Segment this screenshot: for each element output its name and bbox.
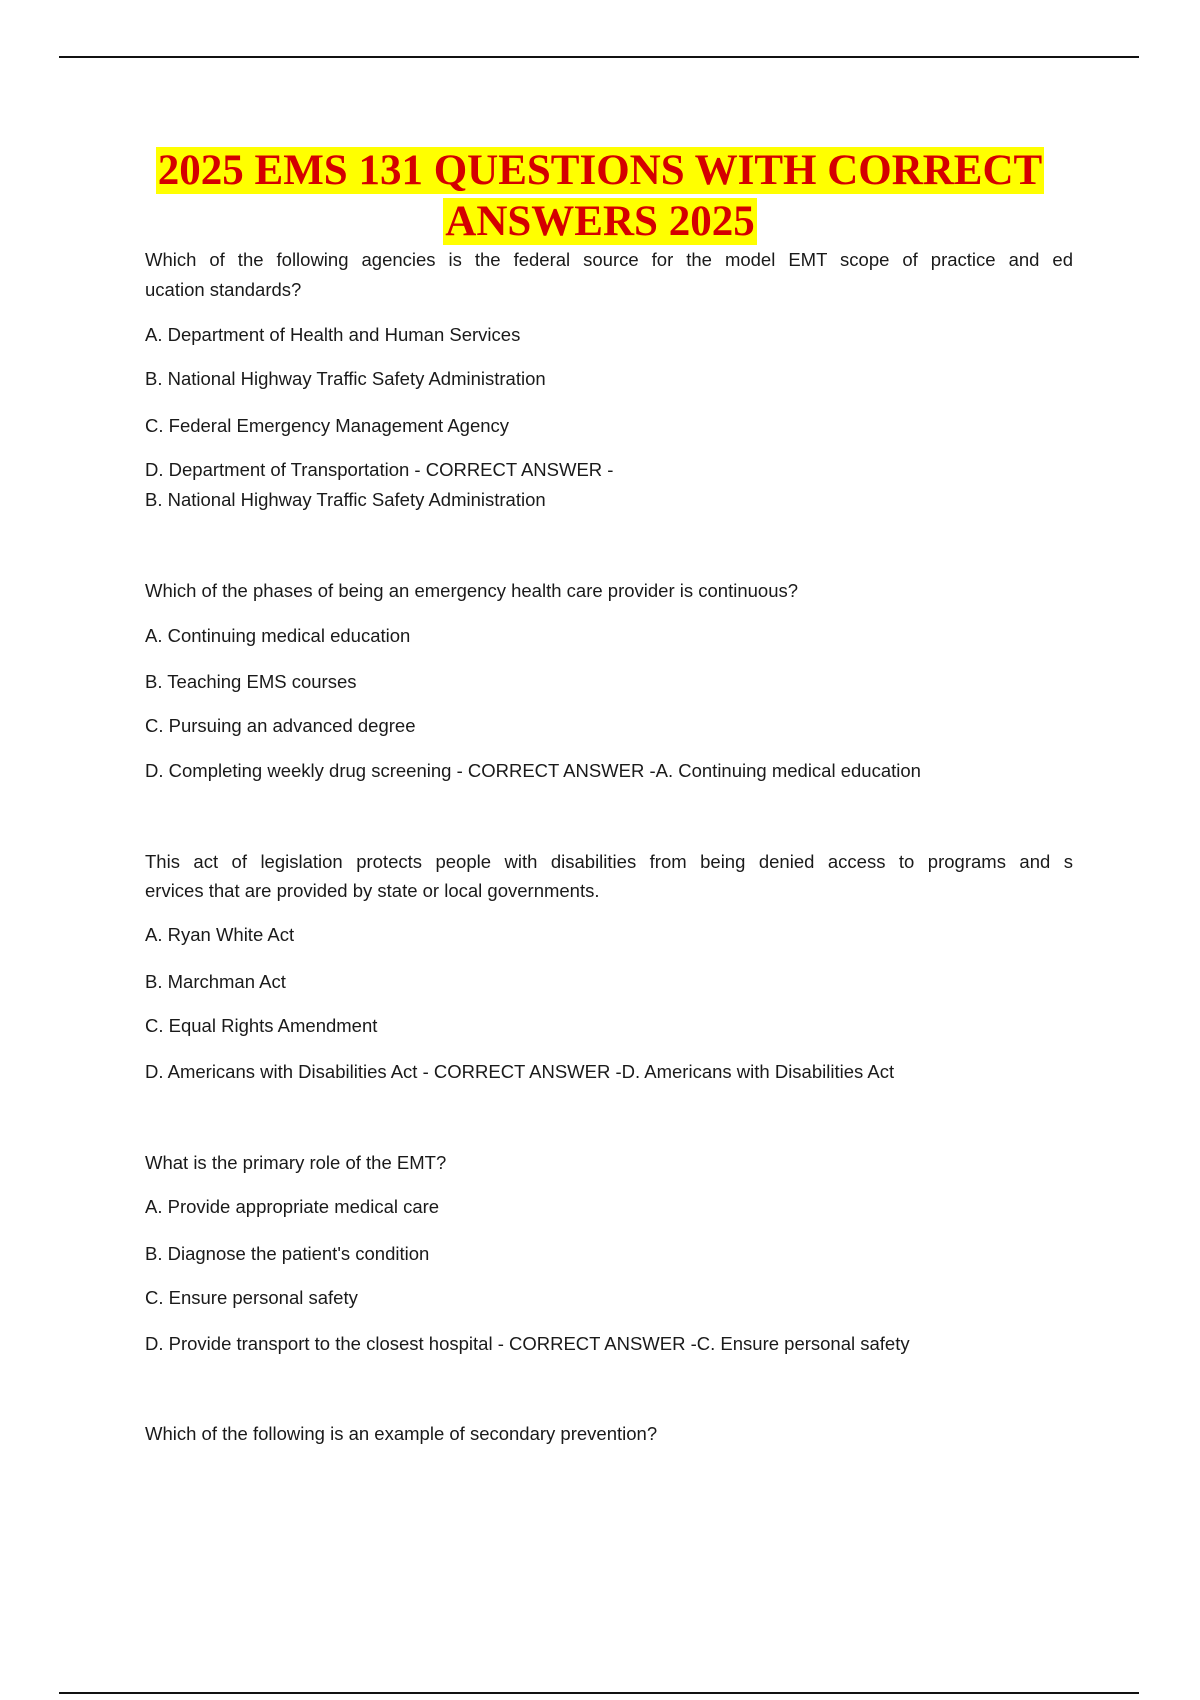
option: A. Department of Health and Human Services	[145, 324, 521, 345]
footer-rule	[59, 1692, 1139, 1694]
correct-answer: B. National Highway Traffic Safety Administration	[145, 489, 546, 510]
option: B. National Highway Traffic Safety Administration	[145, 368, 546, 389]
option: A. Continuing medical education	[145, 625, 411, 646]
option: B. Diagnose the patient's condition	[145, 1243, 430, 1264]
option-with-answer: D. Americans with Disabilities Act - CORRECT ANSWER -D. Americans with Disabilities Act	[145, 1061, 895, 1082]
option: B. Marchman Act	[145, 971, 286, 992]
document-title-cont	[0, 197, 1200, 247]
question-text: ucation standards?	[145, 279, 302, 300]
option: A. Provide appropriate medical care	[145, 1196, 440, 1217]
header-rule	[59, 56, 1139, 58]
question-text: Which of the phases of being an emergency health care provider is continuous?	[145, 580, 799, 601]
option: B. Teaching EMS courses	[145, 671, 357, 692]
question-text: Which of the following is an example of secondary prevention?	[145, 1423, 658, 1444]
option: C. Ensure personal safety	[145, 1287, 358, 1308]
option-with-answer: D. Provide transport to the closest hospital - CORRECT ANSWER -C. Ensure personal safety	[145, 1333, 910, 1354]
title-line-1: 2025 EMS 131 QUESTIONS WITH CORRECT	[157, 147, 1043, 194]
option-with-answer: D. Department of Transportation - CORRECT ANSWER -	[145, 459, 614, 480]
option: C. Equal Rights Amendment	[145, 1015, 378, 1036]
option: A. Ryan White Act	[145, 924, 295, 945]
option: C. Pursuing an advanced degree	[145, 715, 416, 736]
title-line-2: ANSWERS 2025	[445, 198, 755, 245]
option-with-answer: D. Completing weekly drug screening - CORRECT ANSWER -A. Continuing medical education	[145, 760, 921, 781]
option: C. Federal Emergency Management Agency	[145, 415, 510, 436]
question-text: What is the primary role of the EMT?	[145, 1152, 447, 1173]
question-text: Which of the following agencies is the federal source for the model EMT scope of practice and ed	[145, 249, 1073, 270]
question-text: This act of legislation protects people with disabilities from being denied access to programs and s	[145, 851, 1073, 872]
document-title	[0, 146, 1200, 196]
question-text: ervices that are provided by state or local governments.	[145, 880, 600, 901]
